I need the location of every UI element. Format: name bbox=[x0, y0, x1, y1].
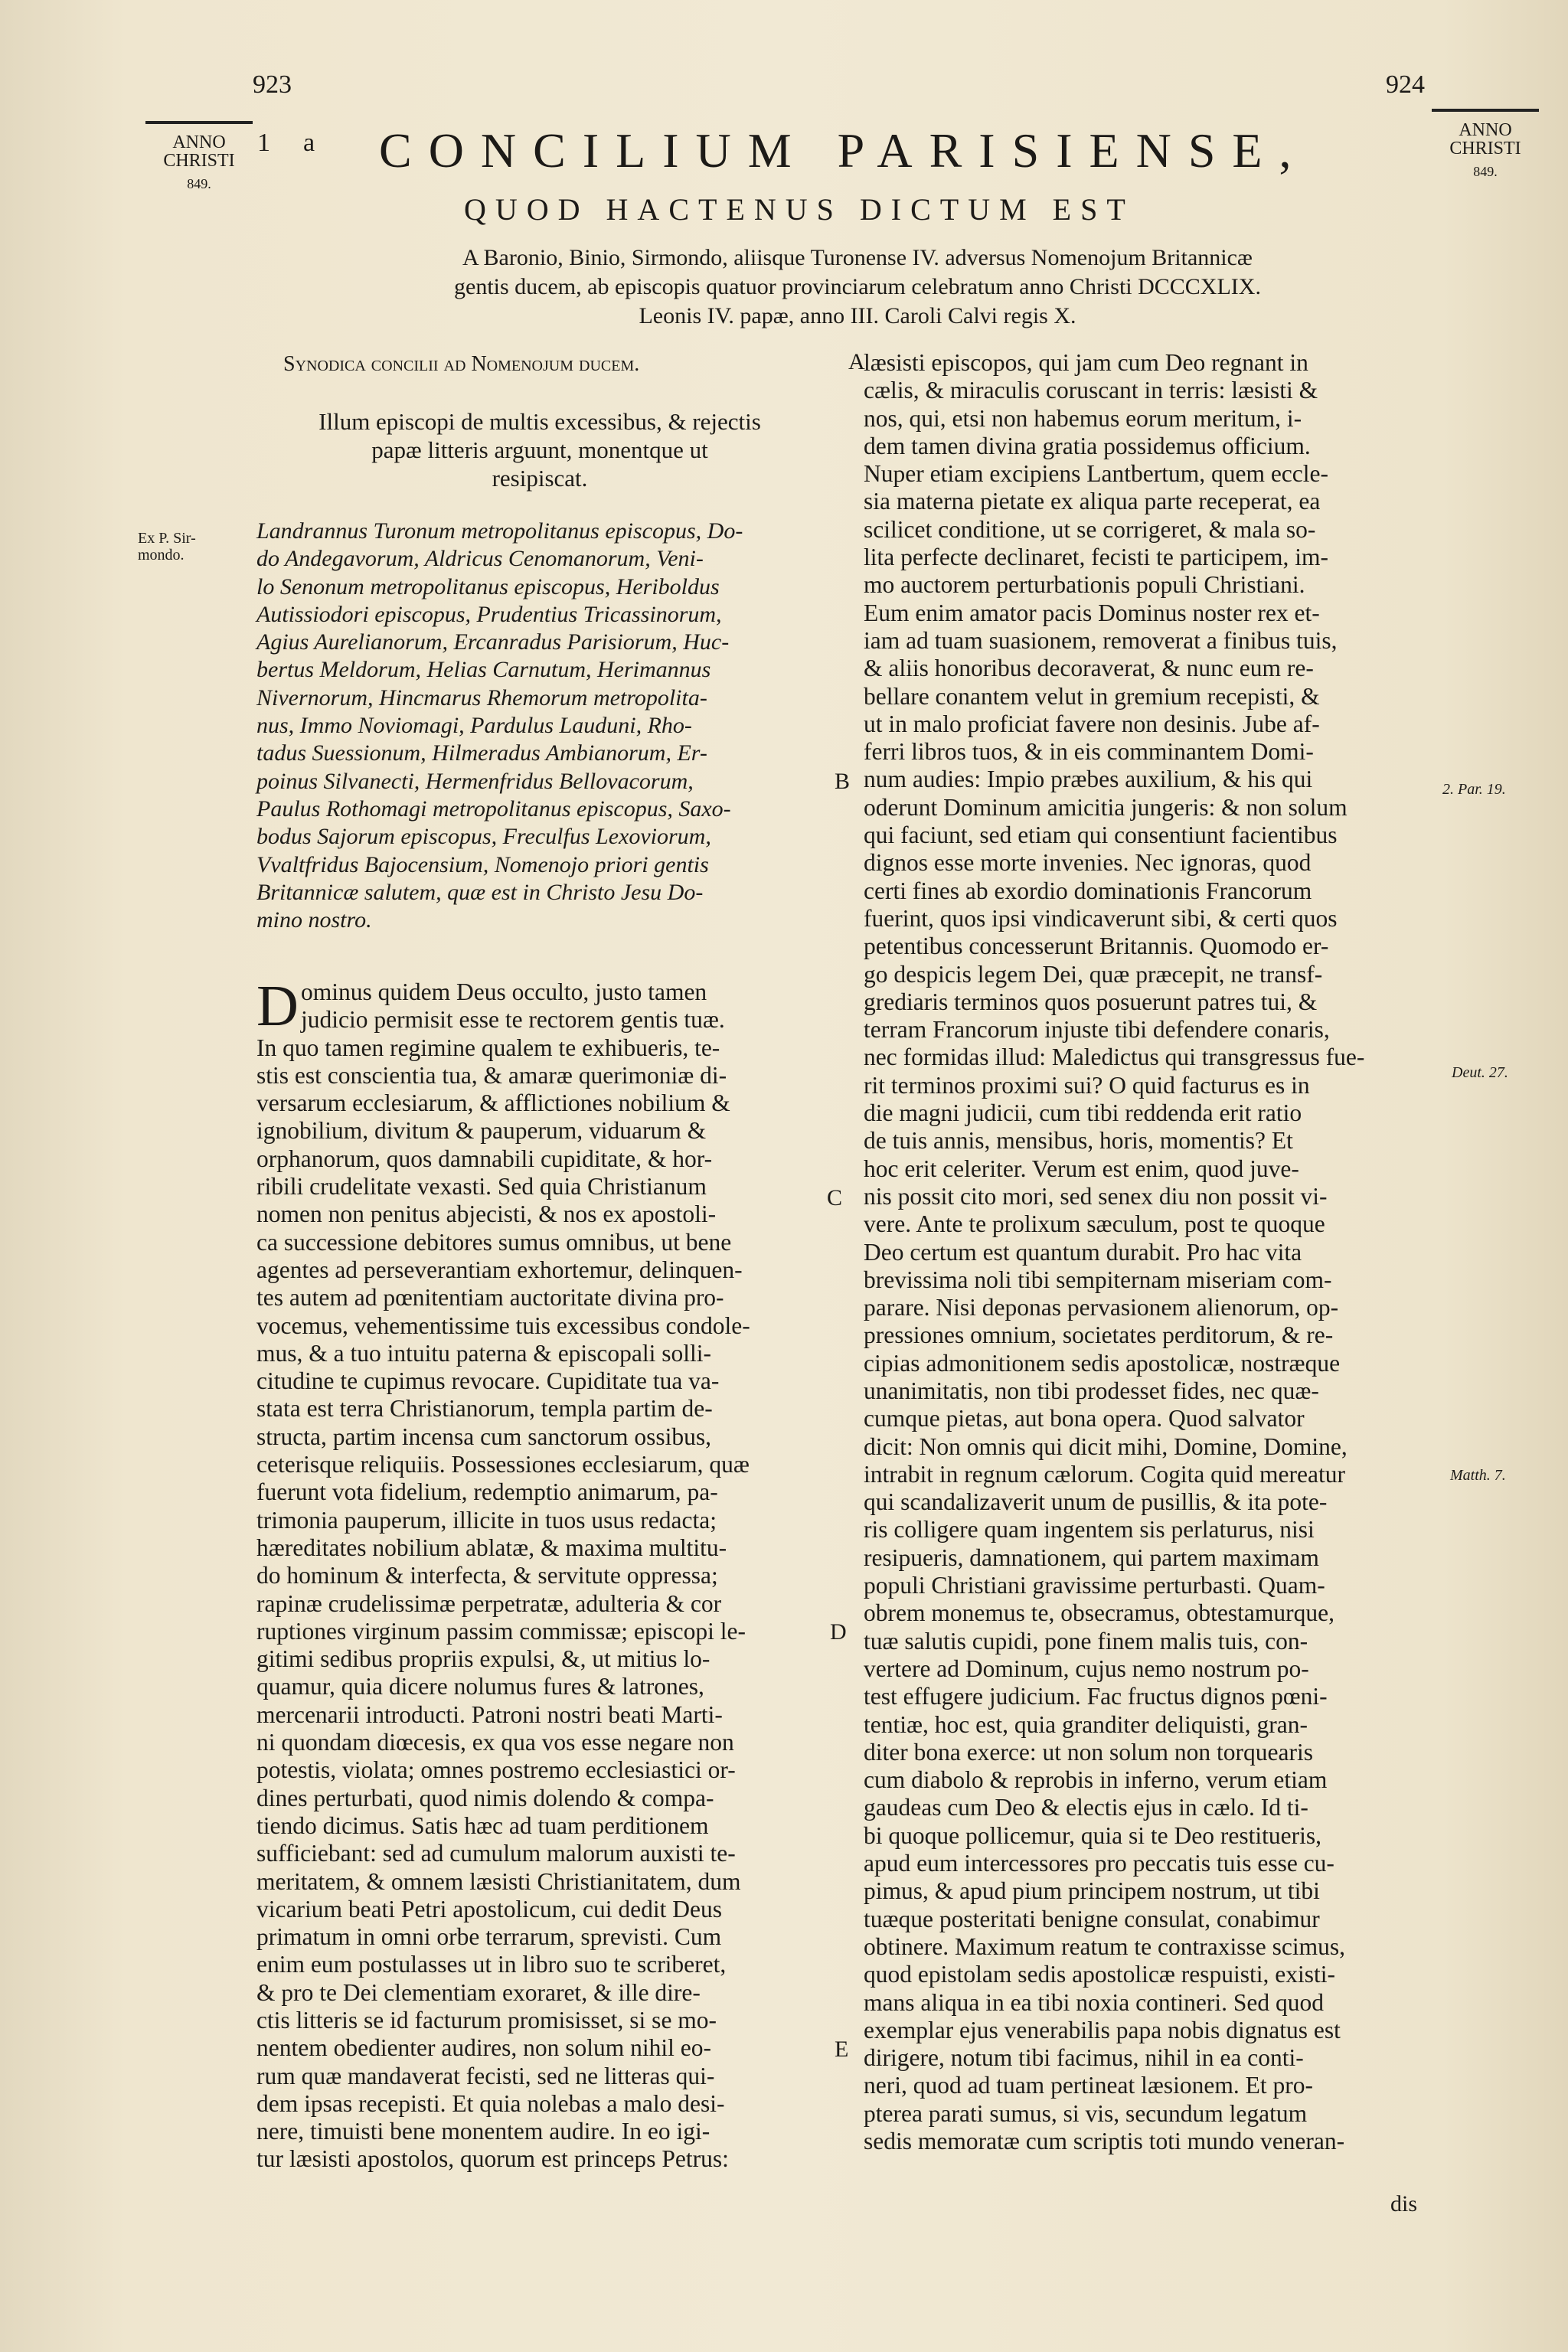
text-line: mo auctorem perturbationis populi Christiani. bbox=[864, 571, 1305, 599]
text-line: vertere ad Dominum, cujus nemo nostrum po- bbox=[864, 1655, 1309, 1682]
intro-line: Leonis IV. papæ, anno III. Caroli Calvi regis X. bbox=[639, 303, 1076, 328]
text-line: ni quondam diœcesis, ex qua vos esse negare non bbox=[256, 1729, 734, 1756]
christi-label: CHRISTI bbox=[163, 151, 235, 171]
text-line: ceterisque reliquiis. Possessiones ecclesiarum, quæ bbox=[256, 1451, 750, 1478]
text-line: versarum ecclesiarum, & afflictiones nobilium & bbox=[256, 1089, 730, 1117]
text-line: Nuper etiam excipiens Lantbertum, quem eccle- bbox=[864, 460, 1328, 488]
text-line: obrem monemus te, obsecramus, obtestamurque, bbox=[864, 1599, 1334, 1627]
section-letter-c: C bbox=[827, 1185, 843, 1210]
text-line: fuerint, quos ipsi vindicaverunt sibi, & certi quos bbox=[864, 904, 1338, 932]
text-line: dirigere, notum tibi facimus, nihil in ea conti- bbox=[864, 2044, 1304, 2072]
section-letter-b: B bbox=[835, 769, 851, 794]
text-line: structa, partim incensa cum sanctorum ossibus, bbox=[256, 1423, 711, 1450]
text-line: go despicis legem Dei, quæ præcepit, ne transf- bbox=[864, 960, 1323, 988]
text-line: dem tamen divina gratia possidemus officium. bbox=[864, 432, 1311, 459]
column-mark-a: a bbox=[303, 129, 315, 157]
text-line: Britannicæ salutem, quæ est in Christo Jesu Do- bbox=[256, 879, 704, 905]
text-line: dines perturbati, quod nimis dolendo & compa- bbox=[256, 1784, 714, 1811]
anno-label: ANNO bbox=[1459, 120, 1512, 140]
text-line: oderunt Dominum amicitia jungeris: & non solum bbox=[864, 793, 1348, 821]
text-line: pressiones omnium, societates perditorum, & re- bbox=[864, 1321, 1334, 1349]
section-letter-a: A bbox=[848, 349, 865, 374]
anno-label: ANNO bbox=[172, 132, 226, 152]
text-line: In quo tamen regimine qualem te exhibueris, te- bbox=[256, 1034, 720, 1061]
text-line: populi Christiani gravissime perturbasti. Quam- bbox=[864, 1572, 1325, 1599]
text-line: judicio permisit esse te rectorem gentis tuæ. bbox=[301, 1006, 725, 1034]
text-line: ca successione debitores sumus omnibus, ut bene bbox=[256, 1228, 732, 1256]
text-line: dignos esse morte invenies. Nec ignoras, quod bbox=[864, 849, 1312, 877]
margin-ref-matthew: Matth. 7. bbox=[1450, 1467, 1506, 1484]
text-line: terram Francorum injuste tibi defendere conaris, bbox=[864, 1016, 1330, 1044]
section-letter-e: E bbox=[835, 2037, 849, 2062]
text-line: læsisti episcopos, qui jam cum Deo regnant in bbox=[864, 349, 1308, 376]
text-line: stis est conscientia tua, & amaræ querimoniæ di- bbox=[256, 1061, 727, 1089]
text-line: mercenarii introducti. Patroni nostri beati Marti- bbox=[256, 1700, 723, 1728]
text-line: quamur, quia dicere nolumus fures & latrones, bbox=[256, 1673, 704, 1700]
drop-capital: D bbox=[256, 974, 299, 1038]
text-line: scilicet conditione, ut se corrigeret, & mala so- bbox=[864, 515, 1316, 543]
text-line: pimus, & apud pium principem nostrum, ut tibi bbox=[864, 1877, 1320, 1905]
text-line: neri, quod ad tuam pertineat læsionem. Et pro- bbox=[864, 2072, 1313, 2099]
page-subtitle: QUOD HACTENUS DICTUM EST bbox=[464, 192, 1135, 227]
text-line: rapinæ crudelissimæ perpetratæ, adulteria & cor bbox=[256, 1589, 722, 1617]
text-line: ctis litteris se id facturum promisisset, si se mo- bbox=[256, 2006, 717, 2034]
text-line: grediaris terminos quos posuerunt patres tui, & bbox=[864, 988, 1318, 1015]
text-line: bi quoque pollicemur, quia si te Deo restitueris, bbox=[864, 1821, 1321, 1849]
text-line: ruptiones virginum passim commissæ; episcopi le- bbox=[256, 1617, 746, 1645]
text-line: cælis, & miraculis coruscant in terris: læsisti & bbox=[864, 377, 1318, 404]
text-line: sufficiebant: sed ad cumulum malorum auxisti te- bbox=[256, 1840, 736, 1867]
text-line: test effugere judicium. Fac fructus dignos pœni- bbox=[864, 1683, 1328, 1710]
text-line: cumque pietas, aut bona opera. Quod salvator bbox=[864, 1405, 1305, 1432]
text-line: poinus Silvanecti, Hermenfridus Bellovacorum, bbox=[256, 768, 694, 794]
text-line: vocemus, vehementissime tuis excessibus condole- bbox=[256, 1312, 750, 1339]
text-line: qui scandalizaverit unum de pusillis, & ita pote- bbox=[864, 1488, 1328, 1516]
text-line: ribili crudelitate vexasti. Sed quia Christianum bbox=[256, 1173, 707, 1200]
intro-line: A Baronio, Binio, Sirmondo, aliisque Turonense IV. adversus Nomenojum Britannicæ bbox=[462, 245, 1253, 270]
text-line: nentem obedienter audires, non solum nihil eo- bbox=[256, 2034, 711, 2062]
text-line: hoc erit celeriter. Verum est enim, quod juve- bbox=[864, 1155, 1299, 1182]
page-number-right: 924 bbox=[1386, 70, 1425, 99]
text-line: agentes ad perseverantiam exhortemur, delinquen- bbox=[256, 1256, 743, 1283]
text-line: nec formidas illud: Maledictus qui transgressus fue- bbox=[864, 1044, 1365, 1071]
text-line: trimonia pauperum, illicite in tuos usus redacta; bbox=[256, 1506, 717, 1534]
text-line: dicit: Non omnis qui dicit mihi, Domine, Domine, bbox=[864, 1432, 1348, 1460]
text-line: enim eum postulasses ut in libro suo te scriberet, bbox=[256, 1951, 727, 1978]
margin-ref-deuteronomy: Deut. 27. bbox=[1452, 1064, 1508, 1081]
text-line: ris colligere quam ingentem sis perlaturus, nisi bbox=[864, 1516, 1315, 1544]
intro-block bbox=[291, 243, 1424, 331]
text-line: tuæ salutis cupidi, pone finem malis tuis, con- bbox=[864, 1627, 1308, 1655]
text-line: diter bona exerce: ut non solum non torquearis bbox=[864, 1738, 1313, 1766]
text-line: nere, timuisti bene monentem audire. In eo igi- bbox=[256, 2118, 710, 2145]
text-line: citudine te cupimus revocare. Cupiditate tua va- bbox=[256, 1367, 720, 1395]
right-column-text bbox=[864, 349, 1439, 2155]
column-mark-one: 1 bbox=[257, 129, 270, 157]
text-line: rit terminos proximi sui? O quid facturus es in bbox=[864, 1071, 1310, 1099]
section-letter-d: D bbox=[830, 1619, 847, 1645]
text-line: Paulus Rothomagi metropolitanus episcopus, Saxo- bbox=[256, 795, 731, 822]
anno-year: 849. bbox=[1473, 164, 1498, 179]
christi-label: CHRISTI bbox=[1449, 139, 1521, 158]
summary-line: Illum episcopi de multis excessibus, & rejectis bbox=[318, 408, 761, 435]
text-line: die magni judicii, cum tibi reddenda erit ratio bbox=[864, 1099, 1302, 1127]
text-line: obtinere. Maximum reatum te contraxisse scimus, bbox=[864, 1932, 1345, 1960]
rule-line bbox=[145, 121, 253, 124]
text-line: Agius Aurelianorum, Ercanradus Parisiorum, Huc- bbox=[256, 629, 730, 655]
text-line: ferri libros tuos, & in eis comminantem Domi- bbox=[864, 738, 1314, 766]
text-line: nos, qui, etsi non habemus eorum meritum, i- bbox=[864, 404, 1302, 432]
margin-note-source: Ex P. Sir- mondo. bbox=[138, 530, 196, 564]
text-line: tes autem ad pœnitentiam auctoritate divina pro- bbox=[256, 1284, 724, 1312]
left-column-text bbox=[256, 974, 827, 2174]
text-line: iam ad tuam suasionem, removerat a finibus tuis, bbox=[864, 626, 1338, 654]
anno-christi-left bbox=[145, 121, 253, 193]
text-line: stata est terra Christianorum, templa partim de- bbox=[256, 1395, 713, 1423]
text-line: lo Senonum metropolitanus episcopus, Heriboldus bbox=[256, 573, 720, 599]
text-line: de tuis annis, mensibus, horis, momentis? Et bbox=[864, 1127, 1293, 1155]
text-line: nomen non penitus abjecisti, & nos ex apostoli- bbox=[256, 1200, 717, 1228]
text-line: nis possit cito mori, sed senex diu non possit vi- bbox=[864, 1182, 1328, 1210]
text-line: tiendo dicimus. Satis hæc ad tuam perditionem bbox=[256, 1811, 709, 1839]
text-line: num audies: Impio præbes auxilium, & his qui bbox=[864, 766, 1313, 793]
text-line: exemplar ejus venerabilis papa nobis dignatus est bbox=[864, 2016, 1341, 2043]
synodica-heading: Synodica concilii ad Nomenojum ducem. bbox=[283, 352, 640, 376]
text-line: rum quæ mandaverat fecisti, sed ne litteras qui- bbox=[256, 2062, 715, 2089]
text-line: do Andegavorum, Aldricus Cenomanorum, Veni- bbox=[256, 546, 704, 572]
text-line: & pro te Dei clementiam exoraret, & ille dire- bbox=[256, 1978, 701, 2006]
summary-line: papæ litteris arguunt, monentque ut bbox=[371, 436, 708, 463]
text-line: sedis memoratæ cum scriptis toti mundo veneran- bbox=[864, 2128, 1345, 2154]
summary-line: resipiscat. bbox=[492, 465, 588, 492]
summary-block bbox=[264, 407, 815, 492]
text-line: ut in malo proficiat favere non desinis. Jube af- bbox=[864, 710, 1320, 737]
text-line: tur læsisti apostolos, quorum est princeps Petrus: bbox=[256, 2145, 729, 2173]
text-line: vere. Ante te prolixum sæculum, post te quoque bbox=[864, 1210, 1325, 1238]
rule-line bbox=[1432, 109, 1539, 112]
text-line: unanimitatis, non tibi prodesset fides, nec quæ- bbox=[864, 1377, 1319, 1404]
address-block bbox=[256, 518, 827, 934]
margin-ref-paralipomenon: 2. Par. 19. bbox=[1442, 781, 1506, 798]
text-line: sia materna pietate ex aliqua parte receperat, ea bbox=[864, 488, 1321, 515]
text-line: pterea parati sumus, si vis, secundum legatum bbox=[864, 2099, 1308, 2127]
text-line: meritatem, & omnem læsisti Christianitatem, dum bbox=[256, 1867, 741, 1895]
text-line: vicarium beati Petri apostolicum, cui dedit Deus bbox=[256, 1895, 722, 1922]
text-line: bertus Meldorum, Helias Carnutum, Herimannus bbox=[256, 657, 711, 683]
anno-christi-right bbox=[1432, 109, 1539, 181]
text-line: Deo certum est quantum durabit. Pro hac vita bbox=[864, 1238, 1302, 1266]
text-line: gitimi sedibus propriis expulsi, &, ut mitius lo- bbox=[256, 1645, 710, 1673]
text-line: Vvaltfridus Bajocensium, Nomenojo priori gentis bbox=[256, 851, 709, 877]
text-line: petentibus concesserunt Britannis. Quomodo er- bbox=[864, 933, 1329, 960]
text-line: intrabit in regnum cælorum. Cogita quid mereatur bbox=[864, 1460, 1345, 1488]
text-line: tadus Suessionum, Hilmeradus Ambianorum, Er- bbox=[256, 740, 707, 766]
text-line: parare. Nisi deponas pervasionem alienorum, op- bbox=[864, 1294, 1339, 1321]
text-line: orphanorum, quos damnabili cupiditate, & hor- bbox=[256, 1145, 713, 1172]
text-line: ominus quidem Deus occulto, justo tamen bbox=[301, 978, 707, 1005]
text-line: Landrannus Turonum metropolitanus episcopus, Do- bbox=[256, 518, 743, 544]
text-line: gaudeas cum Deo & electis ejus in cælo. Id ti- bbox=[864, 1794, 1308, 1821]
text-line: & aliis honoribus decoraverat, & nunc eum re- bbox=[864, 655, 1314, 682]
text-line: potestis, violata; omnes postremo ecclesiastici or- bbox=[256, 1756, 736, 1784]
text-line: Nivernorum, Hincmarus Rhemorum metropolita- bbox=[256, 684, 707, 710]
text-line: primatum in omni orbe terrarum, sprevisti. Cum bbox=[256, 1923, 722, 1951]
text-line: ignobilium, divitum & pauperum, viduarum & bbox=[256, 1117, 707, 1145]
intro-line: gentis ducem, ab episcopis quatuor provinciarum celebratum anno Christi DCCCXLIX. bbox=[454, 274, 1261, 299]
text-line: mus, & a tuo intuitu paterna & episcopali solli- bbox=[256, 1339, 712, 1367]
text-line: resipueris, damnationem, qui partem maximam bbox=[864, 1544, 1319, 1571]
page-title: CONCILIUM PARISIENSE, bbox=[379, 123, 1308, 178]
text-line: certi fines ab exordio dominationis Francorum bbox=[864, 877, 1312, 904]
text-line: do hominum & interfecta, & servitute oppressa; bbox=[256, 1562, 718, 1589]
text-line: lita perfecte declinaret, fecisti te participem, im- bbox=[864, 544, 1328, 571]
text-line: bodus Sajorum episcopus, Freculfus Lexoviorum, bbox=[256, 824, 711, 850]
text-line: nus, Immo Noviomagi, Pardulus Lauduni, Rho- bbox=[256, 713, 692, 739]
text-line: mans aliqua in ea tibi noxia contineri. Sed quod bbox=[864, 1988, 1324, 2016]
text-line: cipias admonitionem sedis apostolicæ, nostræque bbox=[864, 1349, 1341, 1377]
text-line: tuæque posteritati benigne consulat, conabimur bbox=[864, 1905, 1320, 1932]
page-number-left: 923 bbox=[253, 70, 292, 99]
text-line: tentiæ, hoc est, quia granditer deliquisti, gran- bbox=[864, 1710, 1308, 1738]
anno-year: 849. bbox=[187, 176, 211, 191]
text-line: Eum enim amator pacis Dominus noster rex et- bbox=[864, 599, 1320, 626]
text-line: quod epistolam sedis apostolicæ respuisti, existi- bbox=[864, 1961, 1335, 1988]
text-line: hæreditates nobilium ablatæ, & maxima multitu- bbox=[256, 1534, 727, 1561]
text-line: dem ipsas recepisti. Et quia nolebas a malo desi- bbox=[256, 2089, 725, 2117]
text-line: Autissiodori episcopus, Prudentius Tricassinorum, bbox=[256, 601, 722, 627]
text-line: brevissima noli tibi sempiternam miseriam com- bbox=[864, 1266, 1332, 1293]
text-line: bellare conantem velut in gremium recepisti, & bbox=[864, 682, 1320, 710]
text-line: mino nostro. bbox=[256, 907, 372, 933]
text-line: apud eum intercessores pro peccatis tuis esse cu- bbox=[864, 1850, 1334, 1877]
catchword: dis bbox=[1390, 2191, 1418, 2216]
text-line: fuerunt vota fidelium, redemptio animarum, pa- bbox=[256, 1478, 718, 1506]
text-line: qui faciunt, sed etiam qui consentiunt facientibus bbox=[864, 822, 1338, 849]
text-line: cum diabolo & reprobis in inferno, verum etiam bbox=[864, 1766, 1328, 1794]
